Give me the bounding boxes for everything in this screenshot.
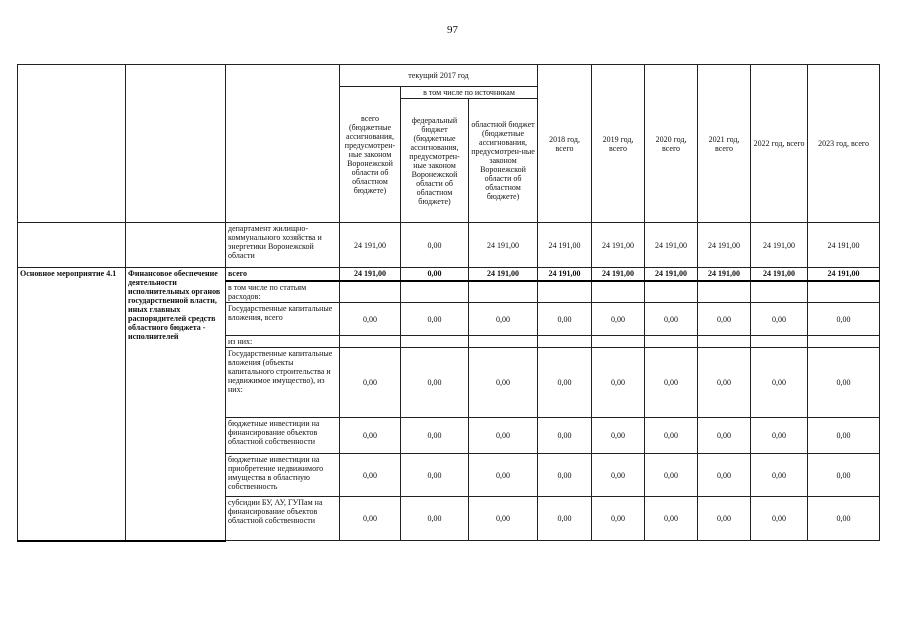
value-cell: 24 191,00 [698,268,751,281]
value-cell: 0,00 [751,418,808,454]
value-cell: 24 191,00 [340,268,401,281]
header-2019: 2019 год, всего [592,65,645,223]
second-col-blank [126,223,226,268]
value-cell: 0,00 [538,418,592,454]
value-cell: 0,00 [751,497,808,541]
value-cell: 0,00 [645,418,698,454]
value-cell: 0,00 [538,454,592,497]
value-cell: 24 191,00 [538,268,592,281]
value-cell: 0,00 [401,348,469,418]
value-cell: 24 191,00 [751,223,808,268]
value-cell [538,336,592,348]
value-cell: 24 191,00 [808,268,880,281]
page-number: 97 [447,24,458,36]
header-row-1 [18,65,880,87]
value-cell: 0,00 [401,303,469,336]
row-label: всего [226,268,340,281]
activity-title: Финансовое обеспечение деятельности исполнительных органов государственной власти, иных главных распорядителей средств областного бюджета - исполнителей [126,268,226,541]
value-cell: 24 191,00 [645,223,698,268]
value-cell: 0,00 [469,303,538,336]
value-cell [808,281,880,303]
value-cell: 0,00 [808,454,880,497]
value-cell: 0,00 [751,454,808,497]
value-cell: 24 191,00 [698,223,751,268]
value-cell: 0,00 [538,348,592,418]
row-label: субсидии БУ, АУ, ГУПам на финансирование объектов областной собственности [226,497,340,541]
value-cell: 0,00 [401,223,469,268]
value-cell: 0,00 [592,303,645,336]
value-cell: 0,00 [808,418,880,454]
value-cell [340,281,401,303]
value-cell: 24 191,00 [340,223,401,268]
value-cell: 0,00 [698,497,751,541]
table-row [18,223,880,268]
header-by-sources: в том числе по источникам [401,87,538,99]
value-cell [340,336,401,348]
value-cell: 0,00 [751,348,808,418]
value-cell: 0,00 [340,348,401,418]
value-cell [592,281,645,303]
value-cell: 0,00 [751,303,808,336]
value-cell: 24 191,00 [645,268,698,281]
value-cell: 0,00 [645,303,698,336]
value-cell: 0,00 [401,418,469,454]
value-cell: 0,00 [340,454,401,497]
value-cell [469,336,538,348]
value-cell [645,336,698,348]
value-cell [469,281,538,303]
value-cell: 0,00 [808,497,880,541]
value-cell: 0,00 [469,348,538,418]
header-2021: 2021 год, всего [698,65,751,223]
value-cell: 0,00 [469,454,538,497]
value-cell: 0,00 [592,418,645,454]
value-cell [538,281,592,303]
table-row [18,268,880,281]
row-label: департамент жилищно-коммунального хозяйства и энергетики Воронежской области [226,223,340,268]
value-cell: 0,00 [645,348,698,418]
value-cell [698,336,751,348]
header-federal-col: федеральный бюджет (бюджетные ассигнования, предусмотрен-ные законом Воронежской области об областном бюджете) [401,99,469,223]
value-cell [645,281,698,303]
value-cell: 0,00 [808,348,880,418]
header-2023: 2023 год, всего [808,65,880,223]
value-cell: 24 191,00 [592,223,645,268]
value-cell: 0,00 [340,497,401,541]
row-label: из них: [226,336,340,348]
header-blank-3 [226,65,340,223]
header-2018: 2018 год, всего [538,65,592,223]
value-cell: 0,00 [401,454,469,497]
value-cell: 24 191,00 [538,223,592,268]
row-label: Государственные капитальные вложения, всего [226,303,340,336]
value-cell: 0,00 [645,454,698,497]
value-cell: 0,00 [538,303,592,336]
value-cell: 0,00 [401,497,469,541]
value-cell: 24 191,00 [592,268,645,281]
value-cell: 0,00 [469,497,538,541]
row-label: бюджетные инвестиции на финансирование объектов областной собственности [226,418,340,454]
value-cell: 0,00 [698,303,751,336]
first-col-blank [18,223,126,268]
header-regional-col: областной бюджет (бюджетные ассигнования, предусмотрен-ные законом Воронежской области об областном бюджете) [469,99,538,223]
header-total-col: всего (бюджетные ассигнования, предусмотрен-ные законом Воронежской области об областном бюджете) [340,87,401,223]
value-cell: 0,00 [340,418,401,454]
value-cell: 0,00 [592,454,645,497]
value-cell [751,336,808,348]
value-cell: 0,00 [469,418,538,454]
budget-table [17,64,880,542]
row-label: в том числе по статьям расходов: [226,281,340,303]
value-cell: 24 191,00 [469,268,538,281]
value-cell: 0,00 [592,497,645,541]
value-cell: 0,00 [808,303,880,336]
value-cell: 24 191,00 [751,268,808,281]
value-cell: 0,00 [698,418,751,454]
activity-name: Основное мероприятие 4.1 [18,268,126,541]
value-cell [592,336,645,348]
value-cell: 0,00 [340,303,401,336]
value-cell: 0,00 [645,497,698,541]
row-label: бюджетные инвестиции на приобретение недвижимого имущества в областную собственность [226,454,340,497]
value-cell: 0,00 [698,348,751,418]
header-blank-1 [18,65,126,223]
value-cell: 24 191,00 [808,223,880,268]
header-blank-2 [126,65,226,223]
value-cell: 24 191,00 [469,223,538,268]
header-2020: 2020 год, всего [645,65,698,223]
header-2022: 2022 год, всего [751,65,808,223]
value-cell [808,336,880,348]
header-current-year: текущий 2017 год [340,65,538,87]
value-cell [401,336,469,348]
row-label: Государственные капитальные вложения (объекты капитального строительства и недвижимое имущество), из них: [226,348,340,418]
value-cell: 0,00 [401,268,469,281]
value-cell: 0,00 [698,454,751,497]
value-cell [698,281,751,303]
value-cell [401,281,469,303]
value-cell [751,281,808,303]
value-cell: 0,00 [592,348,645,418]
value-cell: 0,00 [538,497,592,541]
